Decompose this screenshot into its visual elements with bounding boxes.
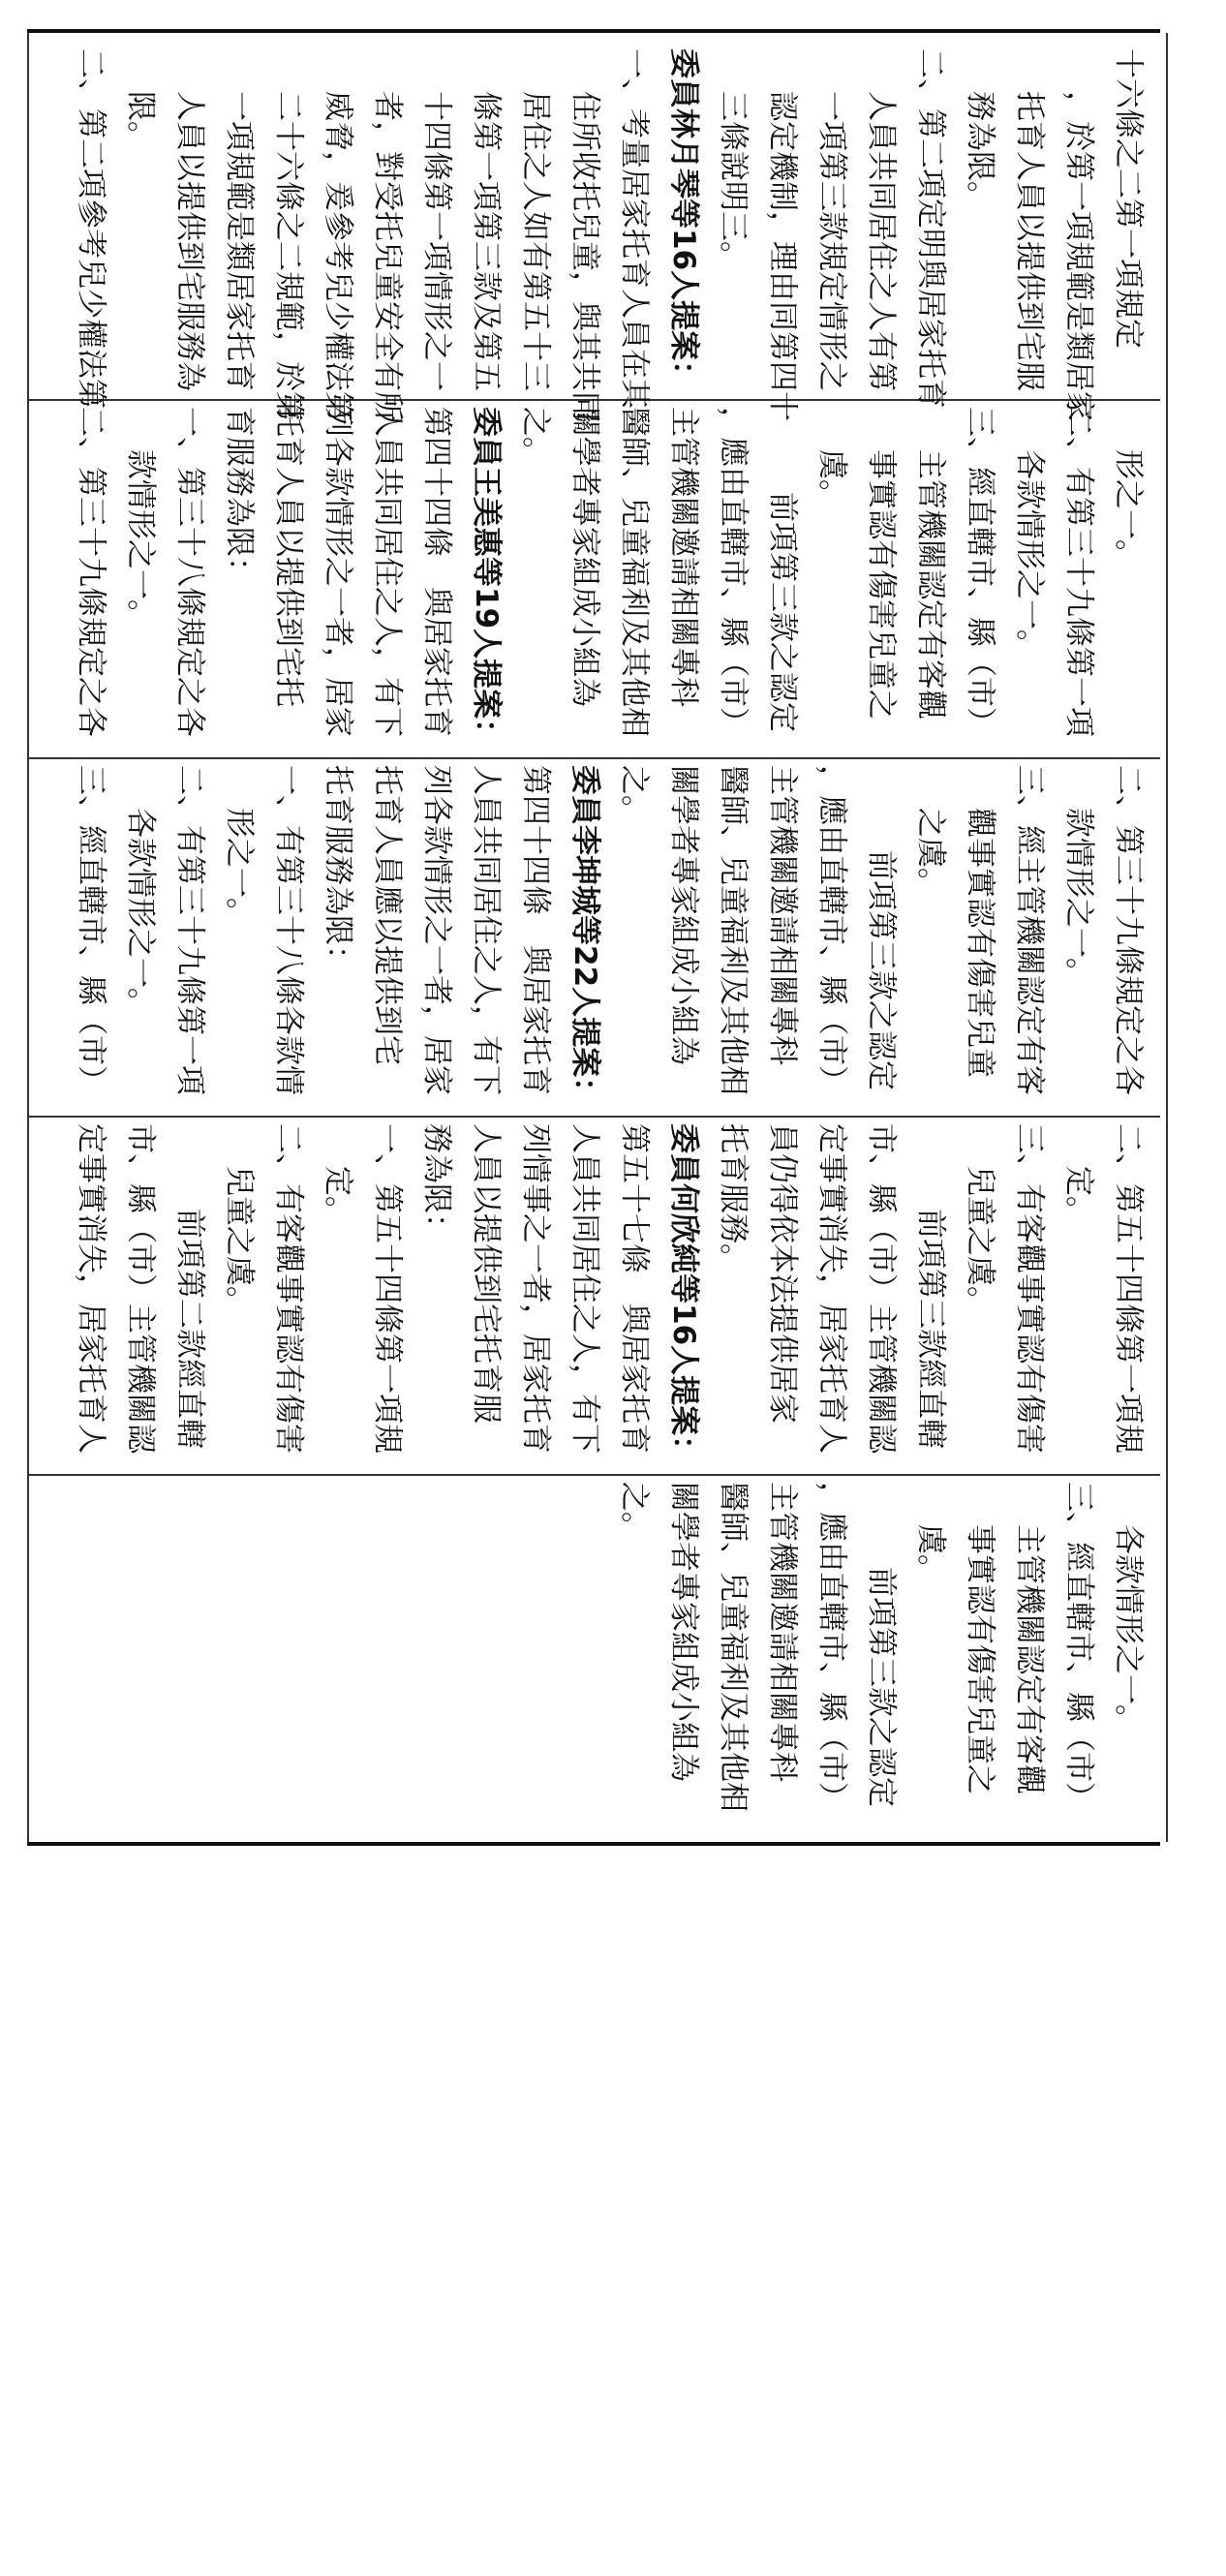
text-line: 各款情形之一。 bbox=[1012, 449, 1047, 659]
text-line: 兒童之虞。 bbox=[222, 1166, 257, 1316]
text-line: 托育服務為限： bbox=[321, 765, 355, 975]
proposal-heading: 委員王美惠等19人提案： bbox=[469, 407, 504, 750]
text-line: 主管機關認定有客觀 bbox=[1012, 1524, 1047, 1794]
text-line: ，應由直轄市、縣（市） bbox=[814, 1482, 849, 1812]
text-line: 人員共同居住之人，有下 bbox=[469, 765, 504, 1095]
text-line: 定。 bbox=[1061, 1166, 1096, 1226]
text-line: 醫師、兒童福利及其他相 bbox=[617, 407, 652, 737]
text-line: 三、有客觀事實認有傷害 bbox=[1012, 1123, 1047, 1454]
text-line: 定事實消失，居家托育人 bbox=[74, 1123, 108, 1454]
text-line: 列情事之一者，居家托育 bbox=[518, 1123, 553, 1454]
text-line: 一、有第三十八條各款情 bbox=[271, 765, 306, 1095]
text-line: 三條說明三。 bbox=[716, 91, 751, 271]
text-line: 關學者專家組成小組為 bbox=[567, 407, 602, 707]
text-line: 一、第五十四條第一項規 bbox=[370, 1123, 405, 1454]
text-line: 之。 bbox=[617, 1482, 652, 1542]
text-line: 主管機關邀請相關專科 bbox=[666, 407, 701, 707]
text-line: 條第一項第三款及第五 bbox=[469, 91, 504, 391]
text-line: 托育人員以提供到宅托 bbox=[271, 407, 306, 707]
text-line: 列各款情形之一者，居家 bbox=[419, 765, 454, 1095]
text-line: 托育人員以提供到宅服 bbox=[1012, 91, 1047, 391]
text-line: 住所收托兒童，與其共同 bbox=[567, 91, 602, 421]
text-line: 一項規範是類居家托育 bbox=[222, 91, 257, 391]
text-line: 務為限。 bbox=[963, 91, 997, 211]
text-line: 前項第三款經直轄 bbox=[913, 1209, 948, 1449]
text-line: 托育服務。 bbox=[716, 1123, 751, 1273]
text-line: 定事實消失，居家托育人 bbox=[814, 1123, 849, 1454]
text-line: 虞。 bbox=[913, 1524, 948, 1584]
text-line: 前項第三款之認定 bbox=[765, 492, 800, 732]
text-line: 各款情形之一。 bbox=[123, 808, 158, 1018]
proposal-heading: 委員何欣純等16人提案： bbox=[666, 1123, 701, 1466]
text-line: 醫師、兒童福利及其他相 bbox=[716, 765, 751, 1095]
text-line: 認定機制，理由同第四十 bbox=[765, 91, 800, 421]
text-line: 形之一。 bbox=[1111, 449, 1146, 569]
text-line: 之虞。 bbox=[913, 808, 948, 898]
text-line: ，應由直轄市、縣（市） bbox=[716, 407, 751, 737]
text-line: 款情形之一。 bbox=[1061, 808, 1096, 988]
text-line: 之。 bbox=[617, 765, 652, 825]
text-line: 主管機關邀請相關專科 bbox=[765, 765, 800, 1065]
text-line: 醫師、兒童福利及其他相 bbox=[716, 1482, 751, 1812]
text-line: 一、第三十八條規定之各 bbox=[172, 407, 207, 737]
text-line: 關學者專家組成小組為 bbox=[666, 765, 701, 1065]
text-line: 第五十七條 與居家托育 bbox=[617, 1123, 652, 1454]
text-line: 前項第二款經直轄 bbox=[172, 1209, 207, 1449]
text-line: 二、有客觀事實認有傷害 bbox=[271, 1123, 306, 1454]
text-line: 之。 bbox=[518, 407, 553, 467]
text-line: 二、第五十四條第一項規 bbox=[1111, 1123, 1146, 1454]
text-line: 員仍得依本法提供居家 bbox=[765, 1123, 800, 1424]
text-line: 一、考量居家托育人員在其 bbox=[617, 48, 652, 409]
band-divider-right bbox=[1166, 33, 1168, 1842]
text-line: 第四十四條 與居家托育 bbox=[419, 407, 454, 737]
text-line: 第四十四條 與居家托育 bbox=[518, 765, 553, 1095]
text-line: 各款情形之一。 bbox=[1111, 1524, 1146, 1734]
text-line: ，於第一項規範是類居家 bbox=[1061, 91, 1096, 421]
text-line: 前項第三款之認定 bbox=[864, 850, 899, 1090]
text-line: 二、第三十九條規定之各 bbox=[1111, 765, 1146, 1095]
text-line: 定。 bbox=[321, 1166, 355, 1226]
text-line: ，應由直轄市、縣（市） bbox=[814, 765, 849, 1095]
text-line: 主管機關邀請相關專科 bbox=[765, 1482, 800, 1782]
text-line: 二、第三十九條規定之各 bbox=[74, 407, 108, 737]
text-line: 二、第二項定明與居家托育 bbox=[913, 48, 948, 409]
text-line: 市、縣（市）主管機關認 bbox=[864, 1123, 899, 1454]
text-line: 十六條之二第一項規定 bbox=[1111, 48, 1146, 349]
text-line: 前項第三款之認定 bbox=[864, 1567, 899, 1807]
text-line: 二、有第三十九條第一項 bbox=[1061, 407, 1096, 737]
text-line: 三、經直轄市、縣（市） bbox=[74, 765, 108, 1095]
text-line: 形之一。 bbox=[222, 808, 257, 928]
text-line: 事實認有傷害兒童之 bbox=[963, 1524, 997, 1794]
band-divider-left bbox=[27, 33, 29, 1842]
text-line: 三、經主管機關認定有客 bbox=[1012, 765, 1047, 1095]
text-line: 人員以提供到宅服務為 bbox=[172, 91, 207, 391]
text-line: 威脅，爰參考兒少權法第 bbox=[321, 91, 355, 421]
text-line: 關學者專家組成小組為 bbox=[666, 1482, 701, 1782]
text-line: 十四條第一項情形之一 bbox=[419, 91, 454, 391]
text-line: 人員以提供到宅托育服 bbox=[469, 1123, 504, 1424]
text-line: 人員共同居住之人，有下 bbox=[370, 407, 405, 737]
text-band bbox=[617, 1482, 1152, 2576]
text-line: 二、第二項參考兒少權法第 bbox=[74, 48, 108, 409]
text-line: 列各款情形之一者，居家 bbox=[321, 407, 355, 737]
text-line: 主管機關認定有客觀 bbox=[913, 449, 948, 720]
text-line: 者，對受托兒童安全有所 bbox=[370, 91, 405, 421]
text-line: 三、經直轄市、縣（市） bbox=[1061, 1482, 1096, 1812]
text-line: 務為限： bbox=[419, 1123, 454, 1243]
top-rule bbox=[27, 29, 1160, 33]
text-line: 育服務為限： bbox=[222, 407, 257, 587]
text-line: 人員共同居住之人，有下 bbox=[567, 1123, 602, 1454]
text-line: 觀事實認有傷害兒童 bbox=[963, 808, 997, 1078]
text-line: 三、經直轄市、縣（市） bbox=[963, 407, 997, 737]
text-line: 二、有第三十九條第一項 bbox=[172, 765, 207, 1095]
proposal-heading: 委員李坤城等22人提案： bbox=[567, 765, 602, 1108]
text-line: 款情形之一。 bbox=[123, 449, 158, 629]
text-line: 事實認有傷害兒童之 bbox=[864, 449, 899, 720]
text-line: 托育人員應以提供到宅 bbox=[370, 765, 405, 1065]
proposal-heading: 委員林月琴等16人提案： bbox=[666, 48, 701, 391]
text-line: 一項第三款規定情形之 bbox=[814, 91, 849, 391]
text-line: 二十六條之二規範，於第 bbox=[271, 91, 306, 421]
text-line: 兒童之虞。 bbox=[963, 1166, 997, 1316]
text-line: 居住之人如有第五十三 bbox=[518, 91, 553, 391]
text-line: 虞。 bbox=[814, 449, 849, 509]
text-line: 人員共同居住之人有第 bbox=[864, 91, 899, 391]
text-line: 市、縣（市）主管機關認 bbox=[123, 1123, 158, 1454]
text-line: 限。 bbox=[123, 91, 158, 151]
